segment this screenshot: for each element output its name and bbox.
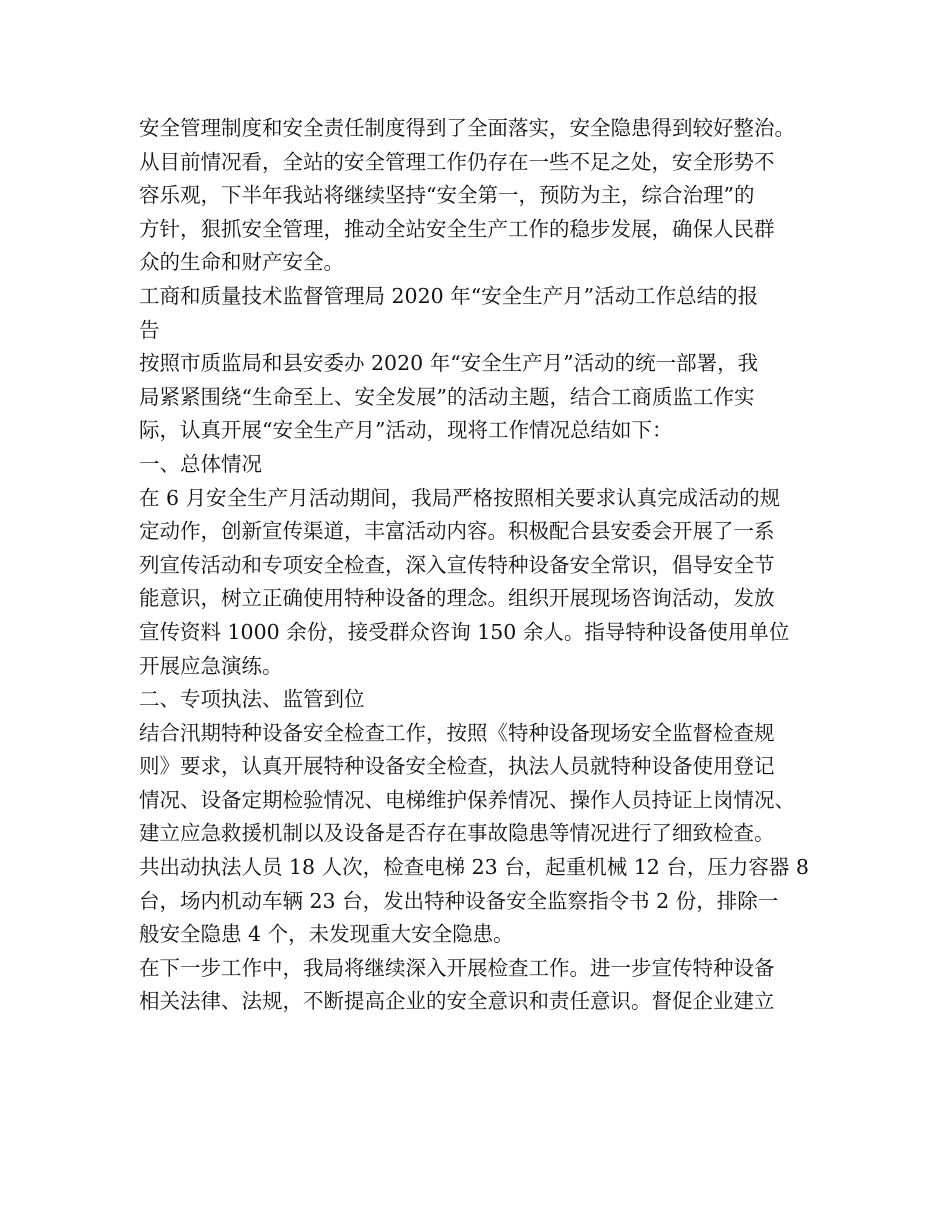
text-line: 在 6 月安全生产月活动期间，我局严格按照相关要求认真完成活动的规: [139, 485, 781, 510]
text-line: 众的生命和财产安全。: [139, 250, 344, 275]
text-line: 相关法律、法规，不断提高企业的安全意识和责任意识。督促企业建立: [139, 989, 775, 1014]
text-line: 方针，狠抓安全管理，推动全站安全生产工作的稳步发展，确保人民群: [139, 216, 775, 241]
text-line: 能意识，树立正确使用特种设备的理念。组织开展现场咨询活动，发放: [139, 586, 775, 611]
section-title-line: 告: [139, 317, 160, 342]
text-line: 则》要求，认真开展特种设备安全检查，执法人员就特种设备使用登记: [139, 754, 775, 779]
text-line: 定动作，创新宣传渠道，丰富活动内容。积极配合县安委会开展了一系: [139, 519, 775, 544]
text-line: 开展应急演练。: [139, 653, 283, 678]
text-line: 情况、设备定期检验情况、电梯维护保养情况、操作人员持证上岗情况、: [139, 787, 795, 812]
text-line: 台，场内机动车辆 23 台，发出特种设备安全监察指令书 2 份，排除一: [139, 888, 779, 913]
text-line: 从目前情况看，全站的安全管理工作仍存在一些不足之处，安全形势不: [139, 149, 775, 174]
text-line: 按照市质监局和县安委办 2020 年“安全生产月”活动的统一部署，我: [139, 351, 759, 376]
text-line: 宣传资料 1000 余份，接受群众咨询 150 余人。指导特种设备使用单位: [139, 619, 790, 644]
text-line: 在下一步工作中，我局将继续深入开展检查工作。进一步宣传特种设备: [139, 955, 775, 980]
text-line: 安全管理制度和安全责任制度得到了全面落实，安全隐患得到较好整治。: [139, 116, 795, 140]
text-line: 般安全隐患 4 个，未发现重大安全隐患。: [139, 922, 514, 947]
text-line: 际，认真开展“安全生产月”活动，现将工作情况总结如下：: [139, 418, 673, 443]
text-line: 结合汛期特种设备安全检查工作，按照《特种设备现场安全监督检查规: [139, 720, 775, 745]
heading-enforcement: 二、专项执法、监管到位: [139, 687, 365, 712]
text-line: 容乐观，下半年我站将继续坚持“安全第一，预防为主，综合治理”的: [139, 183, 755, 208]
text-line: 建立应急救援机制以及设备是否存在事故隐患等情况进行了细致检查。: [139, 821, 775, 846]
text-line: 局紧紧围绕“生命至上、安全发展”的活动主题，结合工商质监工作实: [139, 384, 755, 409]
document-body: [139, 112, 839, 1019]
text-line: 共出动执法人员 18 人次，检查电梯 23 台，起重机械 12 台，压力容器 8: [139, 855, 809, 880]
section-title-line: 工商和质量技术监督管理局 2020 年“安全生产月”活动工作总结的报: [139, 283, 759, 308]
text-line: 列宣传活动和专项安全检查，深入宣传特种设备安全常识，倡导安全节: [139, 552, 775, 577]
heading-overview: 一、总体情况: [139, 451, 262, 476]
